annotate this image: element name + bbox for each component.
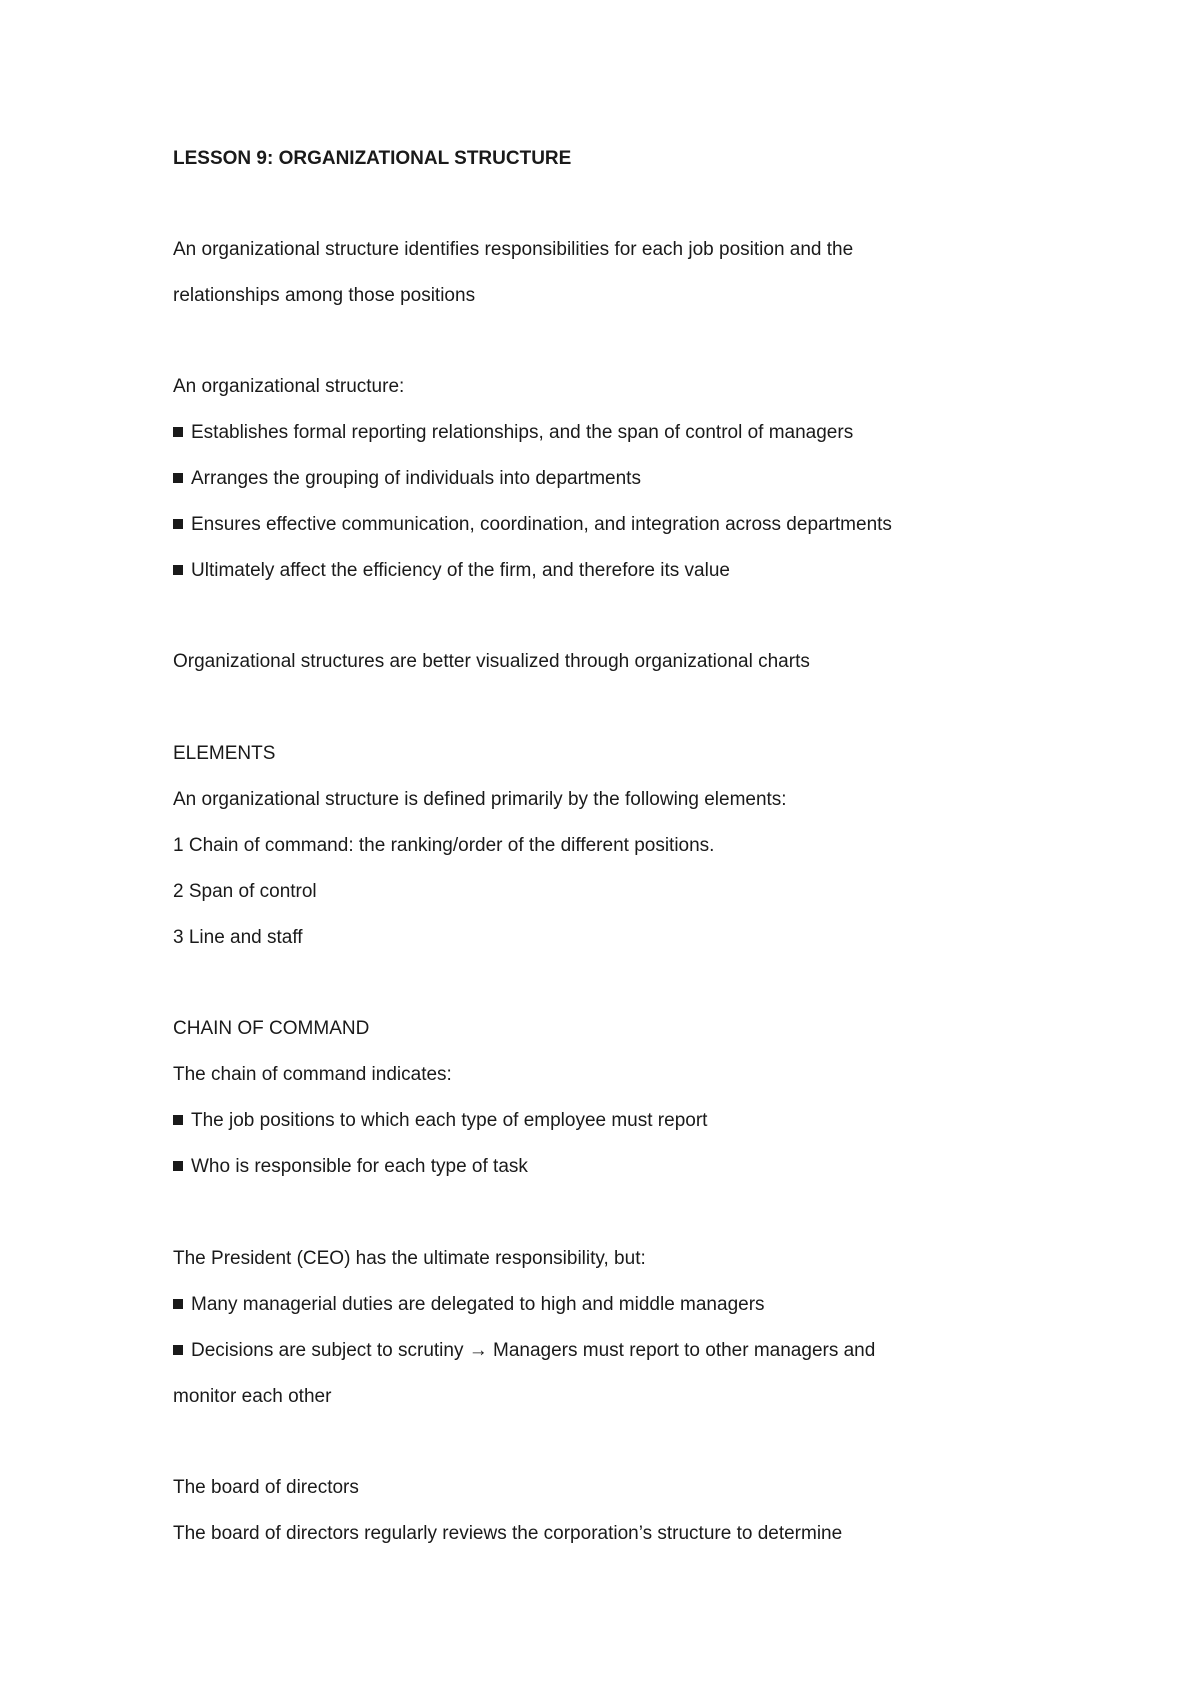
elements-intro: An organizational structure is defined primarily by the following elements: xyxy=(173,789,787,810)
chain-bullet-text: Who is responsible for each type of task xyxy=(191,1156,528,1177)
president-continuation: monitor each other xyxy=(173,1386,332,1407)
structure-bullet-text: Ensures effective communication, coordination, and integration across departments xyxy=(191,514,892,535)
president-bullet-item xyxy=(173,1339,875,1363)
square-bullet-icon xyxy=(173,565,183,575)
elements-list-item: 2 Span of control xyxy=(173,881,317,902)
square-bullet-icon xyxy=(173,1345,183,1355)
elements-heading: ELEMENTS xyxy=(173,743,276,764)
structure-bullet-item xyxy=(173,467,641,491)
structure-bullet-text: Establishes formal reporting relationships, and the span of control of managers xyxy=(191,422,854,443)
intro-line-2: relationships among those positions xyxy=(173,285,476,306)
president-bullet-text: Many managerial duties are delegated to high and middle managers xyxy=(191,1294,765,1315)
structure-heading: An organizational structure: xyxy=(173,376,405,397)
square-bullet-icon xyxy=(173,473,183,483)
charts-sentence: Organizational structures are better visualized through organizational charts xyxy=(173,651,810,672)
elements-list-item: 3 Line and staff xyxy=(173,927,303,948)
square-bullet-icon xyxy=(173,1161,183,1171)
lesson-title: LESSON 9: ORGANIZATIONAL STRUCTURE xyxy=(173,148,572,169)
structure-bullet-text: Arranges the grouping of individuals into departments xyxy=(191,468,641,489)
elements-list-item: 1 Chain of command: the ranking/order of the different positions. xyxy=(173,835,715,856)
square-bullet-icon xyxy=(173,427,183,437)
square-bullet-icon xyxy=(173,1299,183,1309)
intro-line-1: An organizational structure identifies responsibilities for each job position and the xyxy=(173,239,854,260)
chain-bullet-item xyxy=(173,1109,707,1133)
chain-intro: The chain of command indicates: xyxy=(173,1064,452,1085)
structure-bullet-item xyxy=(173,559,730,583)
chain-bullet-item xyxy=(173,1155,528,1179)
chain-heading: CHAIN OF COMMAND xyxy=(173,1018,370,1039)
structure-bullet-item xyxy=(173,513,892,537)
square-bullet-icon xyxy=(173,1115,183,1125)
president-bullet-item xyxy=(173,1293,765,1317)
square-bullet-icon xyxy=(173,519,183,529)
board-sentence: The board of directors regularly reviews the corporation’s structure to determine xyxy=(173,1523,843,1544)
structure-bullet-item xyxy=(173,421,853,445)
structure-bullet-text: Ultimately affect the efficiency of the firm, and therefore its value xyxy=(191,560,730,581)
president-sentence: The President (CEO) has the ultimate responsibility, but: xyxy=(173,1248,646,1269)
chain-bullet-text: The job positions to which each type of employee must report xyxy=(191,1110,708,1131)
president-bullet-text: Decisions are subject to scrutiny → Managers must report to other managers and xyxy=(191,1340,876,1361)
board-heading: The board of directors xyxy=(173,1477,359,1498)
